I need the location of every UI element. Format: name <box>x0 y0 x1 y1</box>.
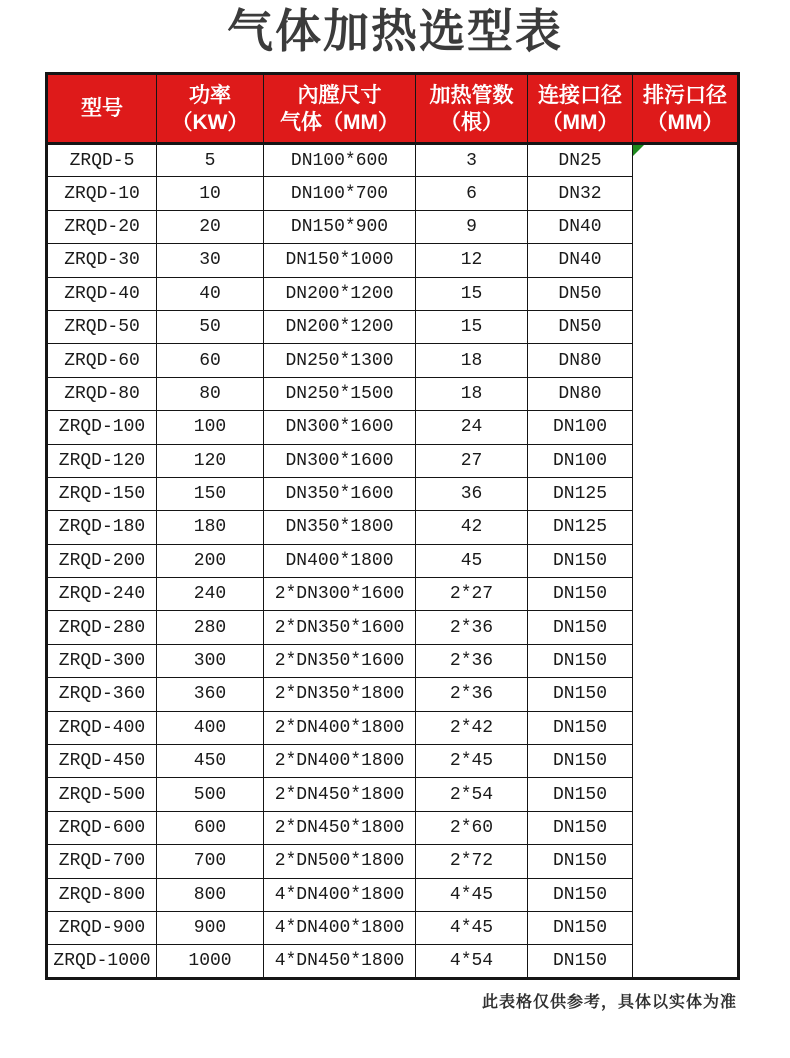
table-cell: DN80 <box>528 377 633 410</box>
table-cell: 20 <box>157 210 264 243</box>
table-cell: 4*DN400*1800 <box>264 878 416 911</box>
table-cell: 6 <box>416 177 528 210</box>
table-cell: 4*54 <box>416 945 528 978</box>
table-cell: DN400*1800 <box>264 544 416 577</box>
table-cell: 2*60 <box>416 811 528 844</box>
table-cell: DN350*1800 <box>264 511 416 544</box>
table-cell: 5 <box>157 144 264 177</box>
table-cell: ZRQD-120 <box>47 444 157 477</box>
footnote: 此表格仅供参考，具体以实体为准 <box>481 993 737 1011</box>
table-cell: 800 <box>157 878 264 911</box>
table-cell: 2*54 <box>416 778 528 811</box>
table-cell: ZRQD-30 <box>47 244 157 277</box>
table-cell: DN150 <box>528 778 633 811</box>
table-cell: ZRQD-400 <box>47 711 157 744</box>
comment-flag-icon <box>633 145 644 156</box>
table-cell: DN150*1000 <box>264 244 416 277</box>
table-cell: DN150 <box>528 845 633 878</box>
column-header: 內膛尺寸 气体（MM） <box>264 74 416 144</box>
table-cell: DN200*1200 <box>264 310 416 343</box>
table-cell: ZRQD-300 <box>47 644 157 677</box>
table-cell: 2*45 <box>416 745 528 778</box>
table-cell: DN150 <box>528 878 633 911</box>
table-cell: 100 <box>157 411 264 444</box>
table-cell: DN100 <box>528 444 633 477</box>
table-cell: 12 <box>416 244 528 277</box>
table-cell: 2*DN400*1800 <box>264 745 416 778</box>
table-cell: 900 <box>157 911 264 944</box>
table-cell: 2*DN350*1600 <box>264 644 416 677</box>
drain-diameter-empty-cell <box>633 144 739 979</box>
header-row <box>47 74 739 144</box>
table-cell: DN100 <box>528 411 633 444</box>
table-cell: DN40 <box>528 244 633 277</box>
table-cell: DN150 <box>528 711 633 744</box>
table-cell: DN150 <box>528 945 633 978</box>
table-cell: ZRQD-60 <box>47 344 157 377</box>
table-cell: 600 <box>157 811 264 844</box>
table-cell: DN150 <box>528 578 633 611</box>
page-title: 气体加热选型表 <box>227 5 563 57</box>
table-cell: 2*DN400*1800 <box>264 711 416 744</box>
table-cell: 18 <box>416 344 528 377</box>
table-cell: DN250*1500 <box>264 377 416 410</box>
table-cell: 2*DN500*1800 <box>264 845 416 878</box>
table-cell: 2*42 <box>416 711 528 744</box>
table-cell: DN150 <box>528 811 633 844</box>
table-cell: DN200*1200 <box>264 277 416 310</box>
table-cell: ZRQD-180 <box>47 511 157 544</box>
table-cell: 15 <box>416 310 528 343</box>
table-cell: 2*36 <box>416 644 528 677</box>
table-cell: DN350*1600 <box>264 477 416 510</box>
table-cell: 15 <box>416 277 528 310</box>
table-cell: DN150 <box>528 544 633 577</box>
table-cell: 1000 <box>157 945 264 978</box>
table-cell: DN125 <box>528 511 633 544</box>
table-cell: DN50 <box>528 310 633 343</box>
table-cell: 4*45 <box>416 911 528 944</box>
table-cell: 60 <box>157 344 264 377</box>
table-cell: 9 <box>416 210 528 243</box>
table-cell: 80 <box>157 377 264 410</box>
table-cell: ZRQD-10 <box>47 177 157 210</box>
table-cell: DN150 <box>528 678 633 711</box>
table-cell: 45 <box>416 544 528 577</box>
table-cell: ZRQD-240 <box>47 578 157 611</box>
table-cell: 500 <box>157 778 264 811</box>
table-cell: ZRQD-450 <box>47 745 157 778</box>
column-header: 型号 <box>47 74 157 144</box>
table-cell: 2*72 <box>416 845 528 878</box>
table-cell: 2*27 <box>416 578 528 611</box>
table-cell: 450 <box>157 745 264 778</box>
table-cell: ZRQD-500 <box>47 778 157 811</box>
table-cell: 2*DN450*1800 <box>264 811 416 844</box>
table-cell: 2*DN350*1800 <box>264 678 416 711</box>
table-cell: ZRQD-5 <box>47 144 157 177</box>
table-cell: ZRQD-20 <box>47 210 157 243</box>
table-cell: DN32 <box>528 177 633 210</box>
table-cell: ZRQD-360 <box>47 678 157 711</box>
table-cell: DN100*700 <box>264 177 416 210</box>
column-header: 排污口径 （MM） <box>633 74 739 144</box>
column-header: 连接口径 （MM） <box>528 74 633 144</box>
table-cell: 27 <box>416 444 528 477</box>
table-cell: 2*36 <box>416 611 528 644</box>
table-cell: 30 <box>157 244 264 277</box>
table-cell: DN300*1600 <box>264 411 416 444</box>
table-cell: ZRQD-600 <box>47 811 157 844</box>
table-cell: DN300*1600 <box>264 444 416 477</box>
table-cell: 400 <box>157 711 264 744</box>
table-cell: 2*DN350*1600 <box>264 611 416 644</box>
table-cell: 18 <box>416 377 528 410</box>
table-cell: 2*36 <box>416 678 528 711</box>
table-cell: 180 <box>157 511 264 544</box>
table-cell: ZRQD-700 <box>47 845 157 878</box>
table-cell: ZRQD-150 <box>47 477 157 510</box>
table-cell: 150 <box>157 477 264 510</box>
table-cell: 50 <box>157 310 264 343</box>
table-cell: 24 <box>416 411 528 444</box>
table-cell: 240 <box>157 578 264 611</box>
table-cell: DN150 <box>528 644 633 677</box>
table-cell: DN40 <box>528 210 633 243</box>
table-cell: DN80 <box>528 344 633 377</box>
table-cell: 3 <box>416 144 528 177</box>
table-cell: ZRQD-100 <box>47 411 157 444</box>
table-cell: 10 <box>157 177 264 210</box>
table-cell: 42 <box>416 511 528 544</box>
column-header: 功率 （KW） <box>157 74 264 144</box>
gas-heater-spec-table <box>45 72 740 980</box>
table-row <box>47 144 739 177</box>
table-cell: 4*DN400*1800 <box>264 911 416 944</box>
table-cell: DN25 <box>528 144 633 177</box>
table-cell: DN150 <box>528 745 633 778</box>
table-cell: DN50 <box>528 277 633 310</box>
table-cell: 4*45 <box>416 878 528 911</box>
table-cell: 40 <box>157 277 264 310</box>
table-cell: ZRQD-40 <box>47 277 157 310</box>
table-cell: 36 <box>416 477 528 510</box>
table-cell: DN150 <box>528 911 633 944</box>
table-cell: ZRQD-800 <box>47 878 157 911</box>
table-cell: DN100*600 <box>264 144 416 177</box>
table-cell: DN250*1300 <box>264 344 416 377</box>
table-cell: ZRQD-200 <box>47 544 157 577</box>
table-cell: 2*DN300*1600 <box>264 578 416 611</box>
table-cell: ZRQD-80 <box>47 377 157 410</box>
table-cell: 4*DN450*1800 <box>264 945 416 978</box>
table-cell: 700 <box>157 845 264 878</box>
table-cell: 120 <box>157 444 264 477</box>
table-cell: ZRQD-900 <box>47 911 157 944</box>
table-cell: ZRQD-280 <box>47 611 157 644</box>
table-cell: 280 <box>157 611 264 644</box>
table-cell: ZRQD-1000 <box>47 945 157 978</box>
table-cell: DN150 <box>528 611 633 644</box>
table-body <box>47 144 739 979</box>
table-cell: DN125 <box>528 477 633 510</box>
table-cell: ZRQD-50 <box>47 310 157 343</box>
table-cell: DN150*900 <box>264 210 416 243</box>
table-cell: 2*DN450*1800 <box>264 778 416 811</box>
table-cell: 200 <box>157 544 264 577</box>
column-header: 加热管数 （根） <box>416 74 528 144</box>
table-cell: 360 <box>157 678 264 711</box>
table-cell: 300 <box>157 644 264 677</box>
